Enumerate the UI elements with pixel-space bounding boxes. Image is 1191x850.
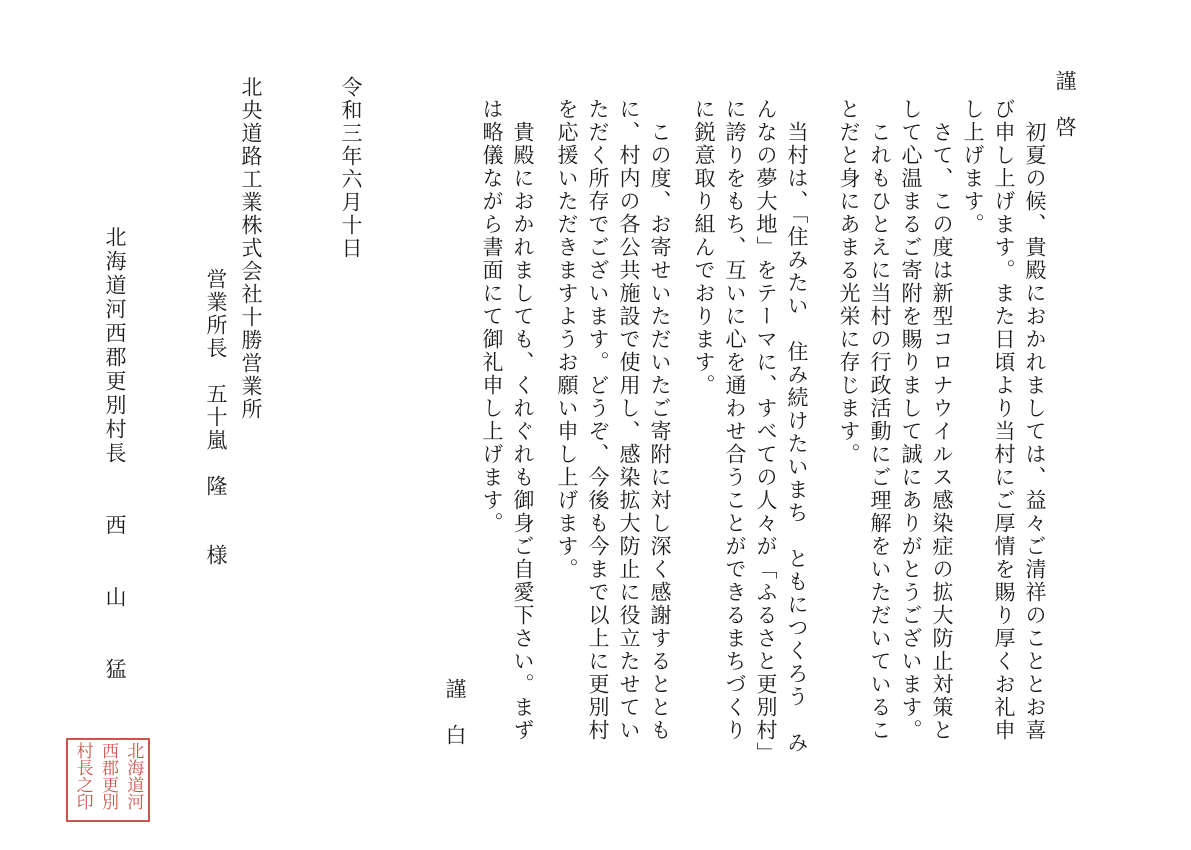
body-line: を応援いただきますようお願い申し上げます。	[555, 98, 579, 581]
sender-signature: 北海道河西郡更別村長 西 山 猛	[103, 226, 127, 682]
body-line: に、村内の各公共施設で使用し、感染拡大防止に役立たせてい	[617, 98, 641, 742]
official-seal-stamp	[66, 738, 150, 822]
body-line: び申し上げます。また日頃より当村にご厚情を賜り厚くお礼申	[992, 98, 1016, 742]
recipient-name: 営業所長 五十嵐 隆 様	[204, 268, 228, 567]
body-line: これもひとえに当村の行政活動にご理解をいただいているこ	[868, 98, 892, 742]
body-line: 初夏の候、貴殿におかれましては、益々ご清祥のこととお喜	[1023, 98, 1047, 742]
seal-text-line: 北海道河	[123, 742, 144, 810]
body-line: ただく所存でございます。どうぞ、今後も今まで以上に更別村	[586, 98, 610, 742]
letter-date: 令和三年六月十日	[339, 76, 363, 260]
letter-heading: 謹 啓	[1053, 70, 1077, 139]
recipient-company: 北央道路工業株式会社十勝営業所	[239, 76, 263, 421]
body-line: さて、この度は新型コロナウイルス感染症の拡大防止対策と	[930, 98, 954, 742]
seal-text-line: 村長之印	[72, 742, 93, 810]
body-line: に誇りをもち、互いに心を通わせ合うことができるまちづくり	[723, 98, 747, 742]
body-line: とだと身にあまる光栄に存じます。	[837, 98, 861, 466]
body-line: は略儀ながら書面にて御礼申し上げます。	[480, 98, 504, 535]
seal-text-line: 西郡更別	[97, 742, 118, 810]
body-line: に鋭意取り組んでおります。	[692, 98, 716, 397]
body-line: 貴殿におかれましても、くれぐれも御身ご自愛下さい。まず	[511, 98, 535, 742]
body-line: 当村は、「住みたい 住み続けたいまち ともにつくろう み	[785, 98, 809, 755]
letter-closing: 謹 白	[443, 678, 467, 747]
body-line: し上げます。	[961, 98, 985, 236]
body-line: して心温まるご寄附を賜りまして誠にありがとうございます。	[899, 98, 923, 742]
body-line: この度、お寄せいただいたご寄附に対し深く感謝するととも	[648, 98, 672, 742]
body-line: んなの夢大地」をテーマに、すべての人々が「ふるさと更別村」	[754, 98, 778, 765]
